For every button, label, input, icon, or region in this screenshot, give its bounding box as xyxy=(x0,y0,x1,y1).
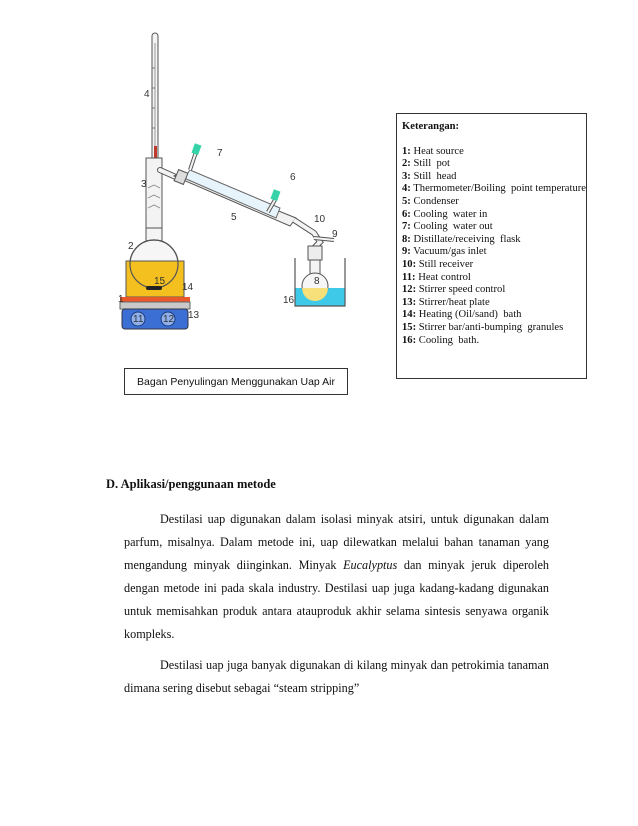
legend-title: Keterangan: xyxy=(402,121,460,132)
legend-item-text: Still receiver xyxy=(418,258,474,270)
legend-item-number: 14: xyxy=(402,309,417,321)
legend-item-text: Still pot xyxy=(413,158,450,170)
legend-item-number: 12: xyxy=(402,284,417,296)
diagram-caption: Bagan Penyulingan Menggunakan Uap Air xyxy=(124,368,348,395)
paragraph-1 xyxy=(124,508,549,646)
legend-item-text: Condenser xyxy=(413,195,459,207)
label-5: 5 xyxy=(231,212,237,223)
label-12: 12 xyxy=(163,314,175,325)
legend-item xyxy=(402,284,586,297)
legend-item-number: 3: xyxy=(402,170,411,182)
steam-distillation-apparatus-diagram xyxy=(100,28,400,348)
legend-item xyxy=(402,297,586,310)
legend-item xyxy=(402,234,586,247)
legend-item xyxy=(402,246,586,259)
legend-list xyxy=(402,146,586,348)
legend-item xyxy=(402,259,586,272)
legend-item-number: 9: xyxy=(402,246,411,258)
legend-item-number: 15: xyxy=(402,321,417,333)
legend-item-number: 5: xyxy=(402,195,411,207)
label-15: 15 xyxy=(154,276,166,287)
legend-item-text: Heat control xyxy=(418,271,471,283)
legend-item-text: Cooling water in xyxy=(413,208,488,220)
legend-item-text: Still head xyxy=(413,170,457,182)
thermometer xyxy=(152,33,158,176)
legend-item-text: Vacuum/gas inlet xyxy=(413,246,487,258)
legend-item xyxy=(402,196,586,209)
legend-item-text: Cooling bath. xyxy=(418,334,480,346)
legend-item-number: 11: xyxy=(402,271,416,283)
section-heading: D. Aplikasi/penggunaan metode xyxy=(106,477,276,491)
legend-item xyxy=(402,309,586,322)
legend-item xyxy=(402,322,586,335)
heat-element xyxy=(120,297,190,302)
label-13: 13 xyxy=(188,310,200,321)
legend-item-number: 7: xyxy=(402,221,411,233)
legend-item xyxy=(402,146,586,159)
legend-item-number: 16: xyxy=(402,334,417,346)
label-3: 3 xyxy=(141,179,147,190)
still-head xyxy=(146,158,178,230)
paragraph-2-text: Destilasi uap juga banyak digunakan di kilang minyak dan petrokimia tanaman dimana sering disebut sebagai “steam stripping” xyxy=(124,658,549,695)
label-2: 2 xyxy=(128,241,134,252)
legend-item xyxy=(402,183,586,196)
legend-item-text: Thermometer/Boiling point temperature xyxy=(413,183,586,195)
label-11: 11 xyxy=(133,314,144,325)
legend-item-number: 1: xyxy=(402,145,411,157)
legend-item-number: 10: xyxy=(402,258,417,270)
label-14: 14 xyxy=(182,282,194,293)
label-6: 6 xyxy=(290,172,296,183)
legend-item xyxy=(402,158,586,171)
legend-item-number: 2: xyxy=(402,158,411,170)
label-4: 4 xyxy=(144,89,150,100)
legend-box xyxy=(396,113,587,379)
stirrer-hotplate xyxy=(120,302,190,329)
legend-item-text: Stirrer/heat plate xyxy=(418,296,490,308)
paragraph-1-italic: Eucalyptus xyxy=(343,558,398,572)
paragraph-2 xyxy=(124,654,549,700)
legend-item xyxy=(402,171,586,184)
legend-item-text: Cooling water out xyxy=(413,221,493,233)
legend-item-text: Heating (Oil/sand) bath xyxy=(418,309,522,321)
still-receiver xyxy=(294,220,334,260)
label-7: 7 xyxy=(217,148,223,159)
legend-item xyxy=(402,335,586,348)
label-16: 16 xyxy=(283,295,295,306)
legend-item-number: 13: xyxy=(402,296,417,308)
legend-item xyxy=(402,209,586,222)
paragraph-1-text-a: Destilasi uap digunakan dalam isolasi minyak atsiri, untuk digunakan dalam parfum, misalnya. Dalam metode ini, uap dilewatkan melalui bahan tanaman yang mengandung minyak diinginkan. Minyak xyxy=(124,512,549,572)
legend-item-number: 8: xyxy=(402,233,411,245)
label-10: 10 xyxy=(314,214,326,225)
legend-item-text: Stirrer bar/anti-bumping granules xyxy=(418,321,564,333)
label-8: 8 xyxy=(314,276,320,287)
legend-item-text: Stirrer speed control xyxy=(418,284,506,296)
paragraph-1-text-b: dan minyak jeruk diperoleh dengan metode ini pada skala industry. Destilasi uap juga kadang-kadang digunakan untuk memisahkan produk antara atauproduk akhir selama sintesis senyawa organik kompleks. xyxy=(124,558,549,641)
legend-item xyxy=(402,272,586,285)
legend-item xyxy=(402,221,586,234)
label-9: 9 xyxy=(332,229,338,240)
legend-item-text: Heat source xyxy=(413,145,464,157)
legend-item-text: Distillate/receiving flask xyxy=(413,233,521,245)
label-1: 1 xyxy=(118,294,124,305)
legend-item-number: 6: xyxy=(402,208,411,220)
legend-item-number: 4: xyxy=(402,183,411,195)
